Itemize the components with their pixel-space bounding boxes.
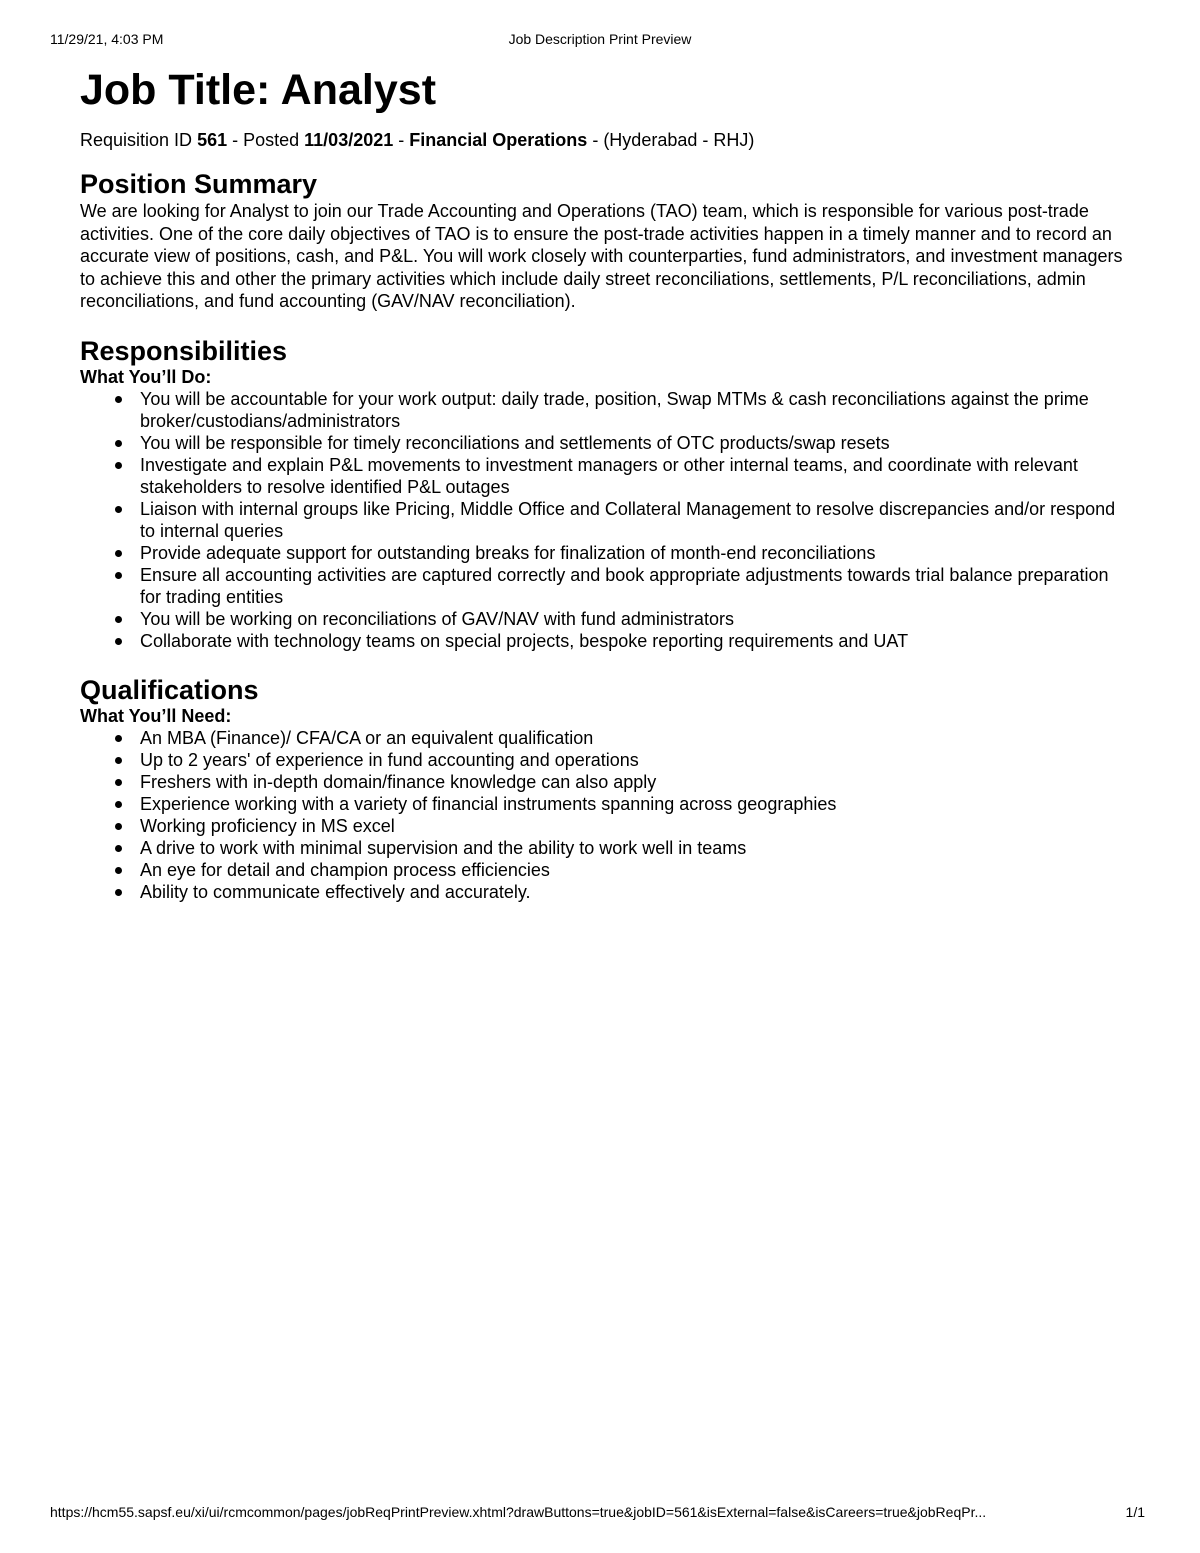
requisition-line: [80, 128, 1125, 152]
responsibilities-subheading: What You’ll Do:: [80, 366, 212, 387]
list-item: [140, 881, 1125, 903]
print-timestamp: 11/29/21, 4:03 PM: [50, 31, 164, 47]
bullet-icon: [115, 735, 122, 742]
bullet-icon: [115, 550, 122, 557]
list-item-text: An MBA (Finance)/ CFA/CA or an equivalent qualification: [140, 727, 594, 748]
list-item: [140, 837, 1125, 859]
job-description: [80, 60, 1125, 903]
req-prefix: Requisition ID: [80, 130, 198, 150]
separator: -: [587, 130, 604, 150]
list-item-text: Ensure all accounting activities are captured correctly and book appropriate adjustments towards trial balance preparation for trading entities: [140, 564, 1109, 607]
list-item-text: Experience working with a variety of financial instruments spanning across geographies: [140, 793, 837, 814]
bullet-icon: [115, 616, 122, 623]
bullet-icon: [115, 572, 122, 579]
page-url: https://hcm55.sapsf.eu/xi/ui/rcmcommon/pages/jobReqPrintPreview.xhtml?drawButtons=true&jobID=561&isExternal=false&isCareers=true&jobReqPr...: [50, 1504, 987, 1520]
position-summary-text: We are looking for Analyst to join our Trade Accounting and Operations (TAO) team, which is responsible for various post-trade activities. One of the core daily objectives of TAO is to ensure the post-trade activities happen in a timely manner and to record an accurate view of positions, cash, and P&L. You will work closely with counterparties, fund administrators, and investment managers to achieve this and other the primary activities which include daily street reconciliations, settlements, P/L reconciliations, admin reconciliations, and fund accounting (GAV/NAV reconciliation).: [80, 201, 1123, 311]
list-item-text: Investigate and explain P&L movements to investment managers or other internal teams, and coordinate with relevant stakeholders to resolve identified P&L outages: [140, 454, 1078, 497]
list-item-text: A drive to work with minimal supervision and the ability to work well in teams: [140, 837, 747, 858]
bullet-icon: [115, 757, 122, 764]
qualifications-subheading: What You’ll Need:: [80, 705, 232, 726]
location: (Hyderabad - RHJ): [603, 130, 755, 150]
position-summary-heading: Position Summary: [80, 169, 318, 199]
list-item: [140, 432, 1125, 454]
bullet-icon: [115, 845, 122, 852]
posted-label: - Posted: [227, 130, 305, 150]
bullet-icon: [115, 440, 122, 447]
list-item: [140, 793, 1125, 815]
page-number: 1/1: [1125, 1504, 1145, 1520]
list-item-text: You will be working on reconciliations of GAV/NAV with fund administrators: [140, 608, 734, 629]
list-item-text: You will be accountable for your work output: daily trade, position, Swap MTMs & cash reconciliations against the prime broker/custodians/administrators: [140, 388, 1089, 431]
job-title: Job Title: Analyst: [80, 66, 437, 114]
responsibilities-heading: Responsibilities: [80, 335, 288, 366]
list-item-text: Freshers with in-depth domain/finance knowledge can also apply: [140, 771, 657, 792]
list-item: [140, 498, 1125, 542]
requisition-id: 561: [197, 130, 228, 150]
list-item-text: Collaborate with technology teams on special projects, bespoke reporting requirements and UAT: [140, 630, 909, 651]
list-item: [140, 608, 1125, 630]
print-header: [50, 30, 1150, 50]
bullet-icon: [115, 889, 122, 896]
list-item-text: An eye for detail and champion process efficiencies: [140, 859, 550, 880]
list-item: [140, 542, 1125, 564]
list-item: [140, 388, 1125, 432]
responsibilities-list: [80, 388, 1125, 652]
position-summary-section: [80, 168, 1125, 313]
list-item-text: Ability to communicate effectively and accurately.: [140, 881, 531, 902]
bullet-icon: [115, 506, 122, 513]
list-item-text: Working proficiency in MS excel: [140, 815, 395, 836]
bullet-icon: [115, 779, 122, 786]
bullet-icon: [115, 823, 122, 830]
list-item: [140, 859, 1125, 881]
responsibilities-section: [80, 335, 1125, 652]
print-footer: [50, 1503, 1145, 1523]
bullet-icon: [115, 396, 122, 403]
separator: -: [393, 130, 410, 150]
list-item: [140, 749, 1125, 771]
list-item: [140, 815, 1125, 837]
posted-date: 11/03/2021: [304, 130, 394, 150]
department: Financial Operations: [409, 130, 588, 150]
list-item: [140, 630, 1125, 652]
list-item-text: You will be responsible for timely reconciliations and settlements of OTC products/swap resets: [140, 432, 890, 453]
list-item: [140, 771, 1125, 793]
qualifications-list: [80, 727, 1125, 903]
qualifications-section: [80, 674, 1125, 903]
bullet-icon: [115, 801, 122, 808]
bullet-icon: [115, 462, 122, 469]
print-title: Job Description Print Preview: [508, 31, 692, 47]
list-item-text: Liaison with internal groups like Pricing, Middle Office and Collateral Management to resolve discrepancies and/or respond to internal queries: [140, 498, 1116, 541]
list-item-text: Provide adequate support for outstanding breaks for finalization of month-end reconciliations: [140, 542, 876, 563]
list-item: [140, 564, 1125, 608]
bullet-icon: [115, 638, 122, 645]
list-item-text: Up to 2 years' of experience in fund accounting and operations: [140, 749, 639, 770]
qualifications-heading: Qualifications: [80, 674, 259, 705]
list-item: [140, 454, 1125, 498]
bullet-icon: [115, 867, 122, 874]
list-item: [140, 727, 1125, 749]
